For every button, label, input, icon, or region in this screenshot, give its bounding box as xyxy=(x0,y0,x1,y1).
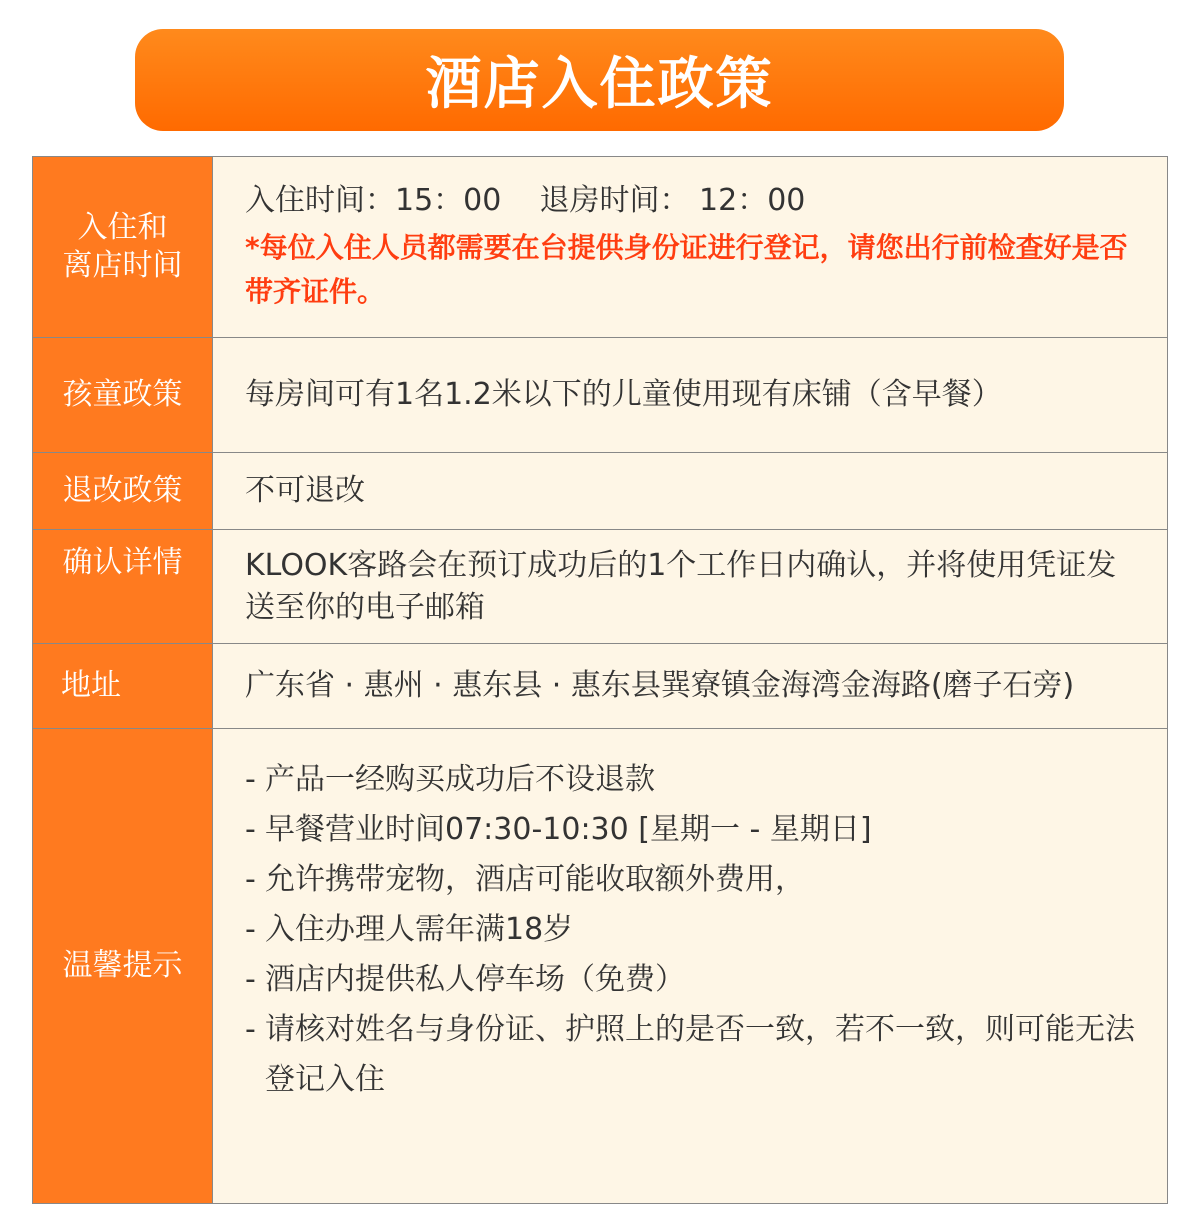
value-address: 广东省 · 惠州 · 惠东县 · 惠东县巽寮镇金海湾金海路(磨子石旁) xyxy=(213,644,1167,728)
tips-list xyxy=(245,755,1143,1105)
tip-text: 请核对姓名与身份证、护照上的是否一致，若不一致，则可能无法登记入住 xyxy=(265,1012,1135,1097)
value-children-policy: 每房间可有1名1.2米以下的儿童使用现有床铺（含早餐） xyxy=(213,338,1167,452)
label-refund-policy-text: 退改政策 xyxy=(62,473,183,508)
list-item: - 允许携带宠物，酒店可能收取额外费用， xyxy=(245,855,1143,905)
label-checkin-time-text: 入住和 离店时间 xyxy=(62,210,183,283)
label-confirm-details xyxy=(33,530,213,643)
list-item: - 请核对姓名与身份证、护照上的是否一致，若不一致，则可能无法登记入住 xyxy=(245,1005,1143,1105)
row-tips xyxy=(33,729,1167,1203)
label-address-text: 地址 xyxy=(61,668,121,703)
value-confirm-details: KLOOK客路会在预订成功后的1个工作日内确认，并将使用凭证发送至你的电子邮箱 xyxy=(213,530,1167,643)
label-children-policy-text: 孩童政策 xyxy=(62,377,183,412)
policy-table xyxy=(32,156,1168,1204)
tip-text: 早餐营业时间07:30-10:30 [星期一 - 星期日] xyxy=(265,812,872,847)
label-refund-policy xyxy=(33,453,213,529)
list-item: - 产品一经购买成功后不设退款 xyxy=(245,755,1143,805)
row-children-policy xyxy=(33,338,1167,453)
list-item: - 酒店内提供私人停车场（免费） xyxy=(245,955,1143,1005)
value-refund-policy: 不可退改 xyxy=(213,453,1167,529)
label-children-policy xyxy=(33,338,213,452)
checkin-checkout-times: 入住时间：15：00 退房时间： 12：00 xyxy=(245,183,806,218)
label-address xyxy=(33,644,213,728)
id-notice: *每位入住人员都需要在台提供身份证进行登记，请您出行前检查好是否带齐证件。 xyxy=(245,231,1128,308)
label-confirm-details-text: 确认详情 xyxy=(62,545,183,580)
row-address xyxy=(33,644,1167,729)
tip-text: 入住办理人需年满18岁 xyxy=(265,912,574,947)
title-banner xyxy=(135,29,1064,131)
row-refund-policy xyxy=(33,453,1167,530)
value-checkin-time xyxy=(213,157,1167,337)
tip-text: 允许携带宠物，酒店可能收取额外费用， xyxy=(265,862,805,897)
row-checkin-time xyxy=(33,157,1167,338)
list-item: - 入住办理人需年满18岁 xyxy=(245,905,1143,955)
label-tips-text: 温馨提示 xyxy=(62,948,183,983)
row-confirm-details xyxy=(33,530,1167,644)
tip-text: 酒店内提供私人停车场（免费） xyxy=(265,962,685,997)
list-item: - 早餐营业时间07:30-10:30 [星期一 - 星期日] xyxy=(245,805,1143,855)
value-tips xyxy=(213,729,1167,1203)
label-checkin-time xyxy=(33,157,213,337)
label-tips xyxy=(33,729,213,1203)
tip-text: 产品一经购买成功后不设退款 xyxy=(265,762,655,797)
page-title: 酒店入住政策 xyxy=(425,52,774,117)
